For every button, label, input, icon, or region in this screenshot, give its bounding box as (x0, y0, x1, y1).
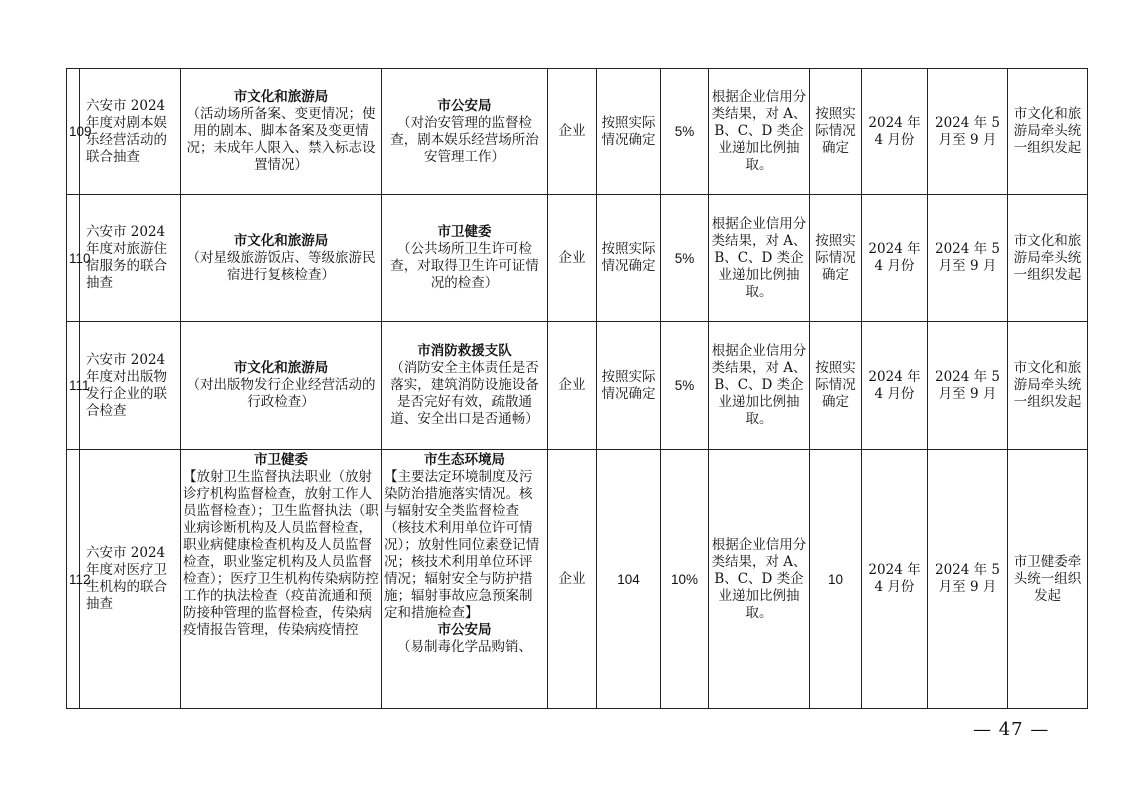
inspection-period: 2024 年 5 月至 9 月 (928, 450, 1008, 709)
lead-department: 市文化和旅游局 (233, 89, 329, 105)
coop-department-cell (382, 69, 548, 195)
page-number: — 47 — (973, 719, 1050, 740)
row-number: 110 (67, 195, 80, 322)
lead-content: 【放射卫生监督执法职业（放射诊疗机构监督检查，放射工作人员监督检查）；卫生监督执法（职业病诊断机构及人员监督检查，职业病健康检查机构及人员监督检查，职业鉴定机构及人员监督检查）；医疗卫生机构传染病防控工作的执法检查（疫苗流通和预防接种管理的监督检查，传染病疫情报告管理，传染病疫情控 (183, 469, 379, 638)
coop-content: （公共场所卫生许可检查，对取得卫生许可证情况的检查） (390, 241, 539, 291)
coop-content-2: （易制毒化学品购销、 (397, 639, 532, 655)
remark: 市文化和旅游局牵头统一组织发起 (1008, 195, 1088, 322)
coop-department: 市生态环境局 (424, 452, 505, 468)
lead-department: 市文化和旅游局 (233, 360, 329, 376)
inspection-object: 企业 (548, 450, 597, 709)
table-row (67, 69, 1088, 195)
table-row (67, 195, 1088, 322)
start-time: 2024 年 4 月份 (862, 69, 928, 195)
table-row (67, 322, 1088, 450)
remark: 市文化和旅游局牵头统一组织发起 (1008, 69, 1088, 195)
start-time: 2024 年 4 月份 (862, 195, 928, 322)
coop-department-cell (382, 450, 548, 709)
coop-department-cell (382, 195, 548, 322)
row-number: 109 (67, 69, 80, 195)
object-count: 按照实际情况确定 (597, 69, 661, 195)
inspection-object: 企业 (548, 195, 597, 322)
lead-department: 市文化和旅游局 (233, 232, 329, 249)
remark: 市文化和旅游局牵头统一组织发起 (1008, 322, 1088, 450)
coop-department-2: 市公安局 (437, 622, 492, 638)
spot-count: 按照实际情况确定 (810, 195, 862, 322)
coop-content: 【主要法定环境制度及污染防治措施落实情况。核与辐射安全类监督检查（核技术利用单位许可情况）；放射性同位素登记情况；核技术利用单位环评情况；辐射安全与防护措施；辐射事故应急预案制定和措施检查】 (384, 469, 540, 621)
item-name: 六安市 2024 年度对出版物发行企业的联合检查 (80, 322, 181, 450)
lead-content: （对星级旅游饭店、等级旅游民宿进行复核检查） (186, 249, 376, 283)
lead-department-cell (181, 69, 382, 195)
lead-content: （对出版物发行企业经营活动的行政检查） (186, 377, 376, 410)
lead-department-cell (181, 322, 382, 450)
inspection-object: 企业 (548, 69, 597, 195)
spot-ratio: 10% (661, 450, 709, 709)
inspection-period: 2024 年 5 月至 9 月 (928, 69, 1008, 195)
object-count: 按照实际情况确定 (597, 195, 661, 322)
start-time: 2024 年 4 月份 (862, 450, 928, 709)
start-time: 2024 年 4 月份 (862, 322, 928, 450)
coop-department-cell (382, 322, 548, 450)
inspection-period: 2024 年 5 月至 9 月 (928, 195, 1008, 322)
inspection-object: 企业 (548, 322, 597, 450)
spot-count: 按照实际情况确定 (810, 322, 862, 450)
lead-department-cell (181, 195, 382, 322)
spot-method: 根据企业信用分类结果，对 A、B、C、D 类企业递加比例抽取。 (709, 450, 810, 709)
lead-content: （活动场所备案、变更情况；使用的剧本、脚本备案及变更情况；未成年人限入、禁入标志设置情况） (186, 106, 376, 173)
item-name: 六安市 2024 年度对剧本娱乐经营活动的联合抽查 (80, 69, 181, 195)
coop-department: 市公安局 (437, 97, 492, 114)
remark: 市卫健委牵头统一组织发起 (1008, 450, 1088, 709)
spot-count: 10 (810, 450, 862, 709)
spot-ratio: 5% (661, 195, 709, 322)
inspection-table (66, 68, 1088, 709)
coop-content: （对治安管理的监督检查，剧本娱乐经营场所治安管理工作） (390, 114, 539, 165)
spot-count: 按照实际情况确定 (810, 69, 862, 195)
table-row (67, 450, 1088, 709)
object-count: 按照实际情况确定 (597, 322, 661, 450)
spot-ratio: 5% (661, 69, 709, 195)
lead-department: 市卫健委 (254, 452, 308, 468)
coop-department: 市卫健委 (437, 224, 492, 240)
coop-content: （消防安全主体责任是否落实，建筑消防设施设备是否完好有效，疏散通道、安全出口是否通畅） (390, 360, 539, 427)
row-number: 111 (67, 322, 80, 450)
coop-department: 市消防救援支队 (417, 343, 512, 359)
spot-method: 根据企业信用分类结果，对 A、B、C、D 类企业递加比例抽取。 (709, 69, 810, 195)
object-count: 104 (597, 450, 661, 709)
item-name: 六安市 2024 年度对旅游住宿服务的联合抽查 (80, 195, 181, 322)
item-name: 六安市 2024 年度对医疗卫生机构的联合抽查 (80, 450, 181, 709)
lead-department-cell (181, 450, 382, 709)
row-number: 112 (67, 450, 80, 709)
spot-method: 根据企业信用分类结果，对 A、B、C、D 类企业递加比例抽取。 (709, 195, 810, 322)
spot-ratio: 5% (661, 322, 709, 450)
spot-method: 根据企业信用分类结果，对 A、B、C、D 类企业递加比例抽取。 (709, 322, 810, 450)
inspection-period: 2024 年 5 月至 9 月 (928, 322, 1008, 450)
